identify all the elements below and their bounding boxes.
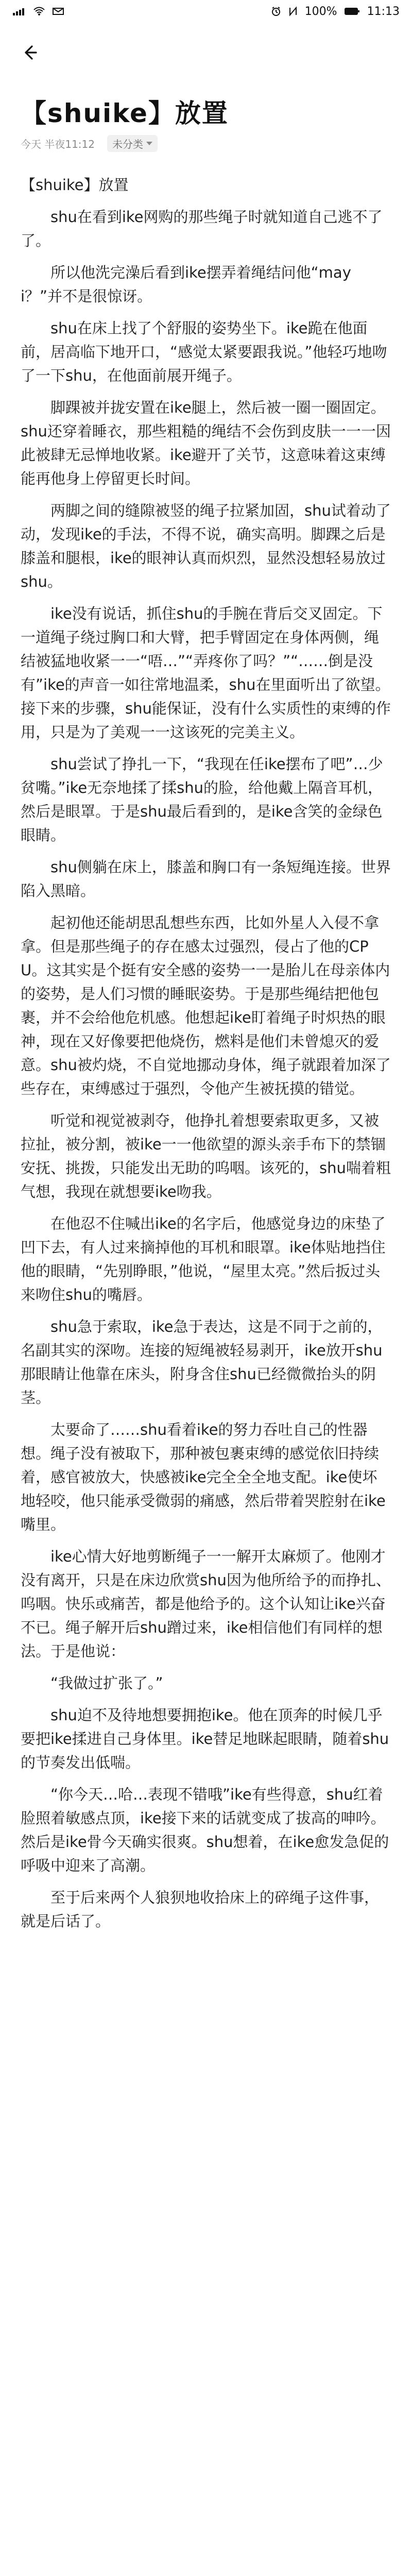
paragraph: shu尝试了挣扎一下，“我现在任ike摆布了吧”…少贫嘴。”ike无奈地揉了揉shu的脸，给他戴上隔音耳机，然后是眼罩。于是shu最后看到的，是ike含笑的金绿色眼睛。	[21, 755, 383, 844]
note-title: 【shuike】放置	[21, 98, 229, 128]
paragraph: shu侧躺在床上，膝盖和胸口有一条短绳连接。世界陷入黑暗。	[21, 858, 391, 900]
back-arrow-icon	[20, 43, 38, 62]
battery-percentage: 100%	[304, 5, 337, 18]
category-label: 未分类	[112, 138, 143, 150]
alarm-icon	[271, 6, 281, 16]
paragraph: 两脚之间的缝隙被竖的绳子拉紧加固，shu试着动了动，发现ike的手法，不得不说，确实高明。脚踝之后是膝盖和腿根，ike的眼神认真而炽烈，显然没想轻易放过shu。	[21, 502, 391, 590]
paragraph: 脚踝被并拢安置在ike腿上，然后被一圈一圈固定。shu还穿着睡衣，那些粗糙的绳结不会伤到皮肤一一一因此被肆无忌惮地收紧。ike避开了关节，这意味着这束缚能再他身上停留更长时间。	[21, 399, 391, 487]
signal-icon	[12, 7, 26, 16]
content-intro: 【shuike】放置	[21, 176, 129, 194]
note-meta	[21, 135, 391, 152]
battery-icon	[345, 7, 360, 16]
status-left-icons	[12, 7, 64, 16]
chevron-down-icon	[146, 142, 152, 145]
top-bar	[0, 34, 412, 71]
paragraph: ike心情大好地剪断绳子一一解开太麻烦了。他刚才没有离开，只是在床边欣赏shu因为他所给予的而挣扎、呜咽。快乐或痛苦，都是他给予的。这个认知让ike兴奋不已。绳子解开后shu蹭过来，ike相信他们有同样的想法。于是他说：	[21, 1548, 391, 1660]
paragraph: shu急于索取，ike急于表达，这是不同于之前的，名副其实的深吻。连接的短绳被轻易剥开，ike放开shu那眼睛让他靠在床头，附身含住shu已经微微抬头的阴茎。	[21, 1318, 383, 1406]
paragraph: “我做过扩张了。”	[50, 1674, 163, 1692]
mail-icon	[53, 7, 64, 16]
wifi-icon	[33, 7, 45, 16]
nfc-icon	[288, 6, 298, 16]
paragraph: 所以他洗完澡后看到ike摆弄着绳结问他“may i？”并不是很惊讶。	[21, 264, 351, 305]
back-button[interactable]	[14, 38, 43, 67]
paragraph: shu迫不及待地想要拥抱ike。他在顶奔的时候几乎要把ike揉进自己身体里。ike替足地眯起眼睛，随着shu的节奏发出低喘。	[21, 1706, 389, 1771]
category-selector[interactable]	[107, 135, 158, 152]
paragraph: 在他忍不住喊出ike的名字后，他感觉身边的床垫了凹下去，有人过来摘掉他的耳机和眼罩。ike体贴地挡住他的眼睛，“先别睁眼，”他说，“屋里太亮。”然后扳过头来吻住shu的嘴唇。	[21, 1215, 386, 1303]
paragraph: shu在看到ike网购的那些绳子时就知道自己逃不了了。	[21, 208, 383, 249]
paragraph: 太要命了……shu看着ike的努力吞吐自己的性器想。绳子没有被取下，那种被包裹束缚的感觉依旧持续着，感官被放大，快感被ike完全全全地支配。ike使坏地轻咬，他只能承受微弱的痛感，然后带着哭腔射在ike嘴里。	[21, 1421, 386, 1533]
paragraph: ike没有说话，抓住shu的手腕在背后交叉固定。下一道绳子绕过胸口和大臂，把手臂固定在身体两侧，绳结被猛地收紧一一“唔…”“弄疼你了吗？”“……倒是没有”ike的声音一如往常地温柔，shu在里面听出了欲望。接下来的步骤，shu能保证，没有什么实质性的束缚的作用，只是为了美观一一这该死的完美主义。	[21, 605, 391, 741]
paragraph: 听觉和视觉被剥夺，他挣扎着想要索取更多，又被拉扯，被分割，被ike一一他欲望的源头亲手布下的禁锢安抚、挑拨，只能发出无助的呜咽。该死的，shu喘着粗气想，我现在就想要ike吻我。	[21, 1112, 391, 1200]
paragraph: “你今天…哈…表现不错哦”ike有些得意，shu红着脸照着敏感点顶，ike接下来的话就变成了拔高的呻吟。然后是ike骨今天确实很爽。shu想着，在ike愈发急促的呼吸中迎来了高潮。	[21, 1786, 389, 1874]
clock-time: 11:13	[367, 5, 400, 18]
note-content[interactable]	[21, 173, 391, 2576]
paragraph: 至于后来两个人狼狈地收拾床上的碎绳子这件事，就是后话了。	[21, 1889, 380, 1930]
paragraph: 起初他还能胡思乱想些东西，比如外星人入侵不拿拿。但是那些绳子的存在感太过强烈，侵占了他的CPU。这其实是个挺有安全感的姿势一一是胎儿在母亲体内的姿势，是人们习惯的睡眠姿势。于是那些绳结把他包裹，并不会给他危机感。他想起ike盯着绳子时炽热的眼神，现在又好像要把他烧伤，燃料是他们未曾熄灭的爱意。shu被灼烧，不自觉地挪动身体，绳子就跟着加深了些存在，束缚感过于强烈，令他产生被抚摸的错觉。	[21, 914, 391, 1097]
status-right-icons	[271, 5, 400, 18]
status-bar	[0, 0, 412, 23]
note-timestamp: 今天 半夜11:12	[21, 138, 95, 150]
paragraph: shu在床上找了个舒服的姿势坐下。ike跪在他面前，居高临下地开口，“感觉太紧要跟我说。”他轻巧地吻了一下shu，在他面前展开绳子。	[21, 319, 387, 384]
